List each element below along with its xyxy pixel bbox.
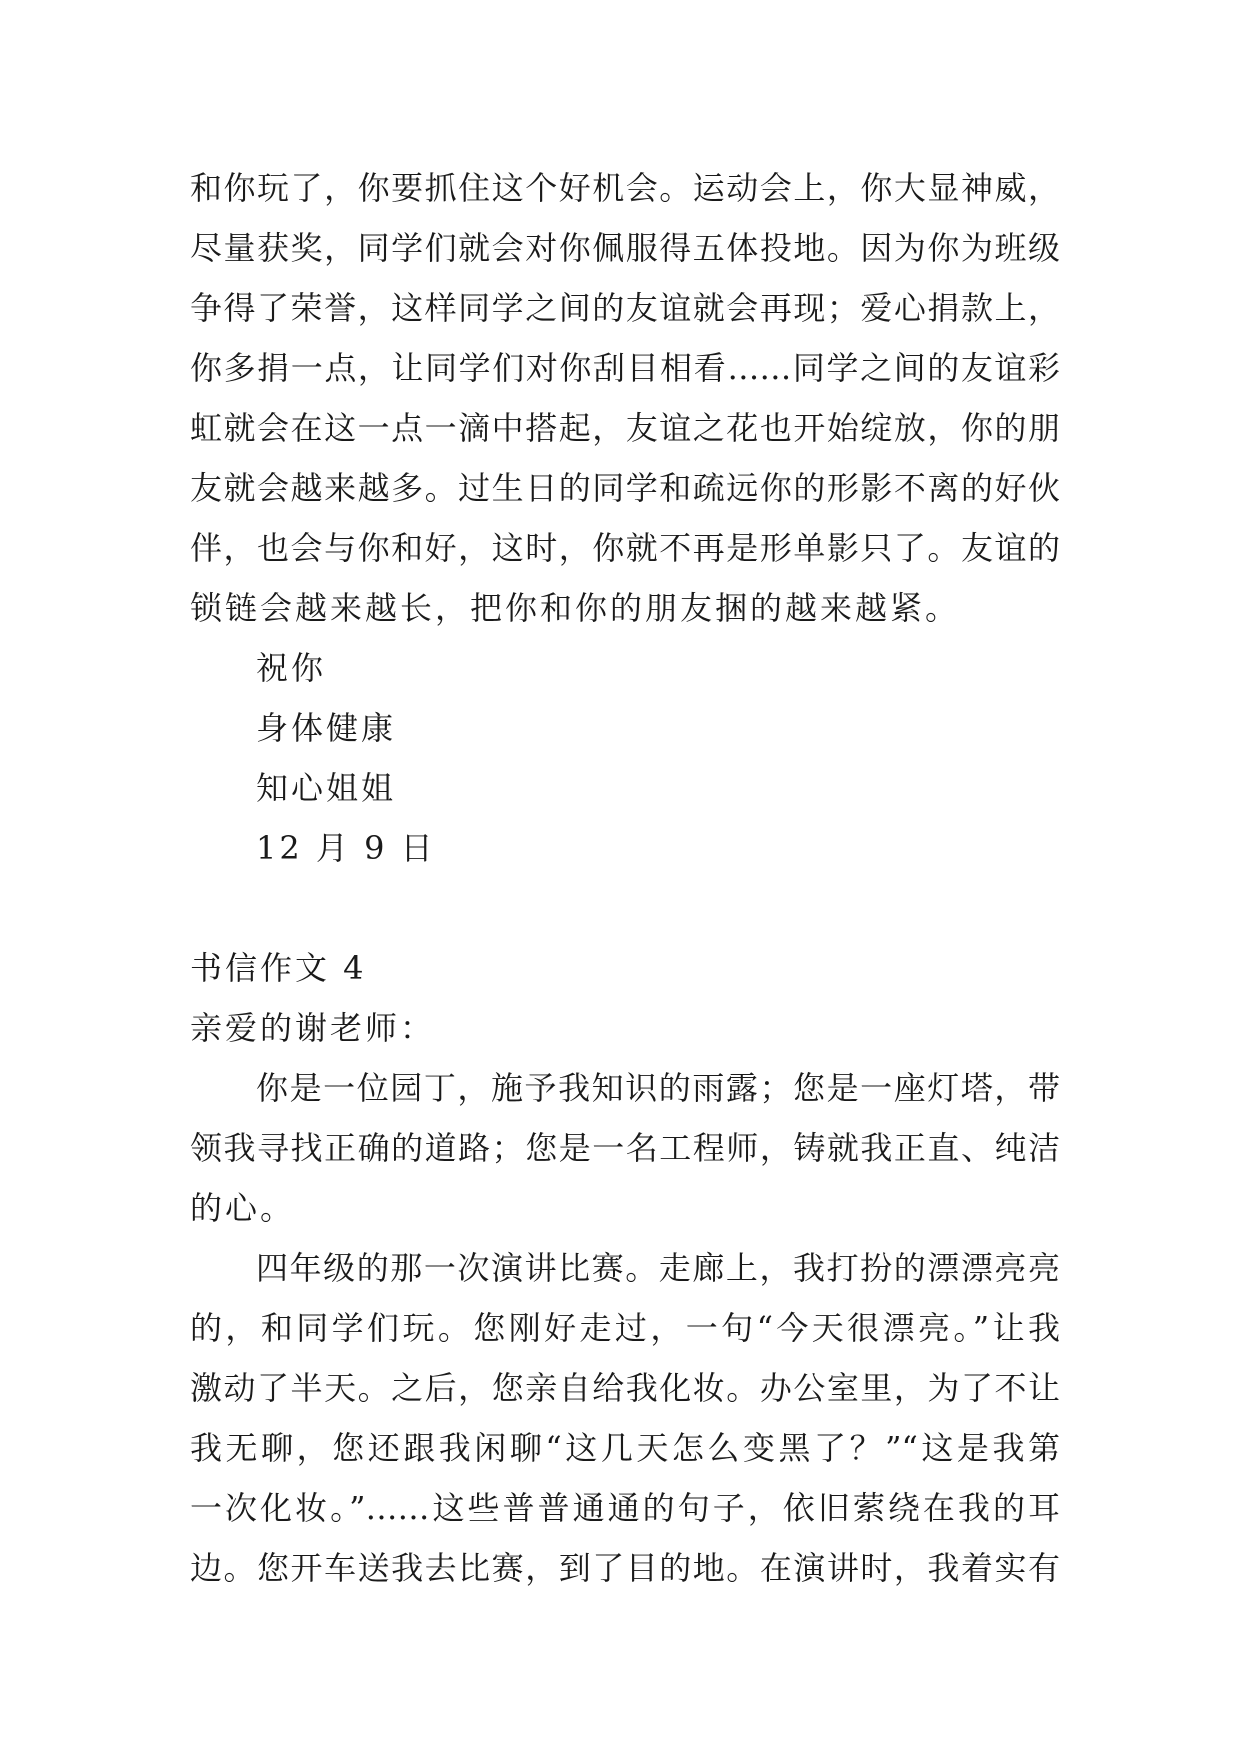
text-line: 一次化妆。”……这些普普通通的句子，依旧萦绕在我的耳 — [190, 1489, 1060, 1527]
document-body — [190, 158, 1060, 1598]
letter-date: 12 月 9 日 — [256, 829, 436, 867]
closing-wish: 祝你 — [256, 649, 327, 687]
salutation: 亲爱的谢老师： — [190, 1009, 436, 1047]
text-line: 争得了荣誉，这样同学之间的友谊就会再现；爱心捐款上， — [190, 289, 1060, 327]
paragraph-teacher-metaphor — [190, 1058, 1060, 1238]
letter-4 — [190, 938, 1060, 1598]
text-line: 领我寻找正确的道路；您是一名工程师，铸就我正直、纯洁 — [190, 1129, 1060, 1167]
text-line: 和你玩了，你要抓住这个好机会。运动会上，你大显神威， — [190, 169, 1060, 207]
signature: 知心姐姐 — [256, 769, 397, 807]
text-line: 的，和同学们玩。您刚好走过，一句“今天很漂亮。”让我 — [190, 1309, 1060, 1347]
text-line: 你是一位园丁，施予我知识的雨露；您是一座灯塔，带 — [256, 1069, 1060, 1107]
letter-closing — [190, 638, 1060, 878]
text-line: 的心。 — [190, 1189, 296, 1227]
section-title: 书信作文 4 — [190, 949, 367, 987]
text-line: 虹就会在这一点一滴中搭起，友谊之花也开始绽放，你的朋 — [190, 409, 1060, 447]
text-line: 伴，也会与你和好，这时，你就不再是形单影只了。友谊的 — [190, 529, 1060, 567]
text-line: 锁链会越来越长，把你和你的朋友捆的越来越紧。 — [190, 589, 961, 627]
text-line: 友就会越来越多。过生日的同学和疏远你的形影不离的好伙 — [190, 469, 1060, 507]
paragraph-speech-contest — [190, 1238, 1060, 1598]
text-line: 你多捐一点，让同学们对你刮目相看……同学之间的友谊彩 — [190, 349, 1060, 387]
text-line: 我无聊，您还跟我闲聊“这几天怎么变黑了？”“这是我第 — [190, 1429, 1060, 1467]
text-line: 四年级的那一次演讲比赛。走廊上，我打扮的漂漂亮亮 — [256, 1249, 1060, 1287]
text-line: 尽量获奖，同学们就会对你佩服得五体投地。因为你为班级 — [190, 229, 1060, 267]
paragraph-friendship-advice — [190, 158, 1060, 638]
section-gap — [190, 878, 1060, 938]
closing-wish-content: 身体健康 — [256, 709, 397, 747]
text-line: 激动了半天。之后，您亲自给我化妆。办公室里，为了不让 — [190, 1369, 1060, 1407]
text-line: 边。您开车送我去比赛，到了目的地。在演讲时，我着实有 — [190, 1549, 1060, 1587]
